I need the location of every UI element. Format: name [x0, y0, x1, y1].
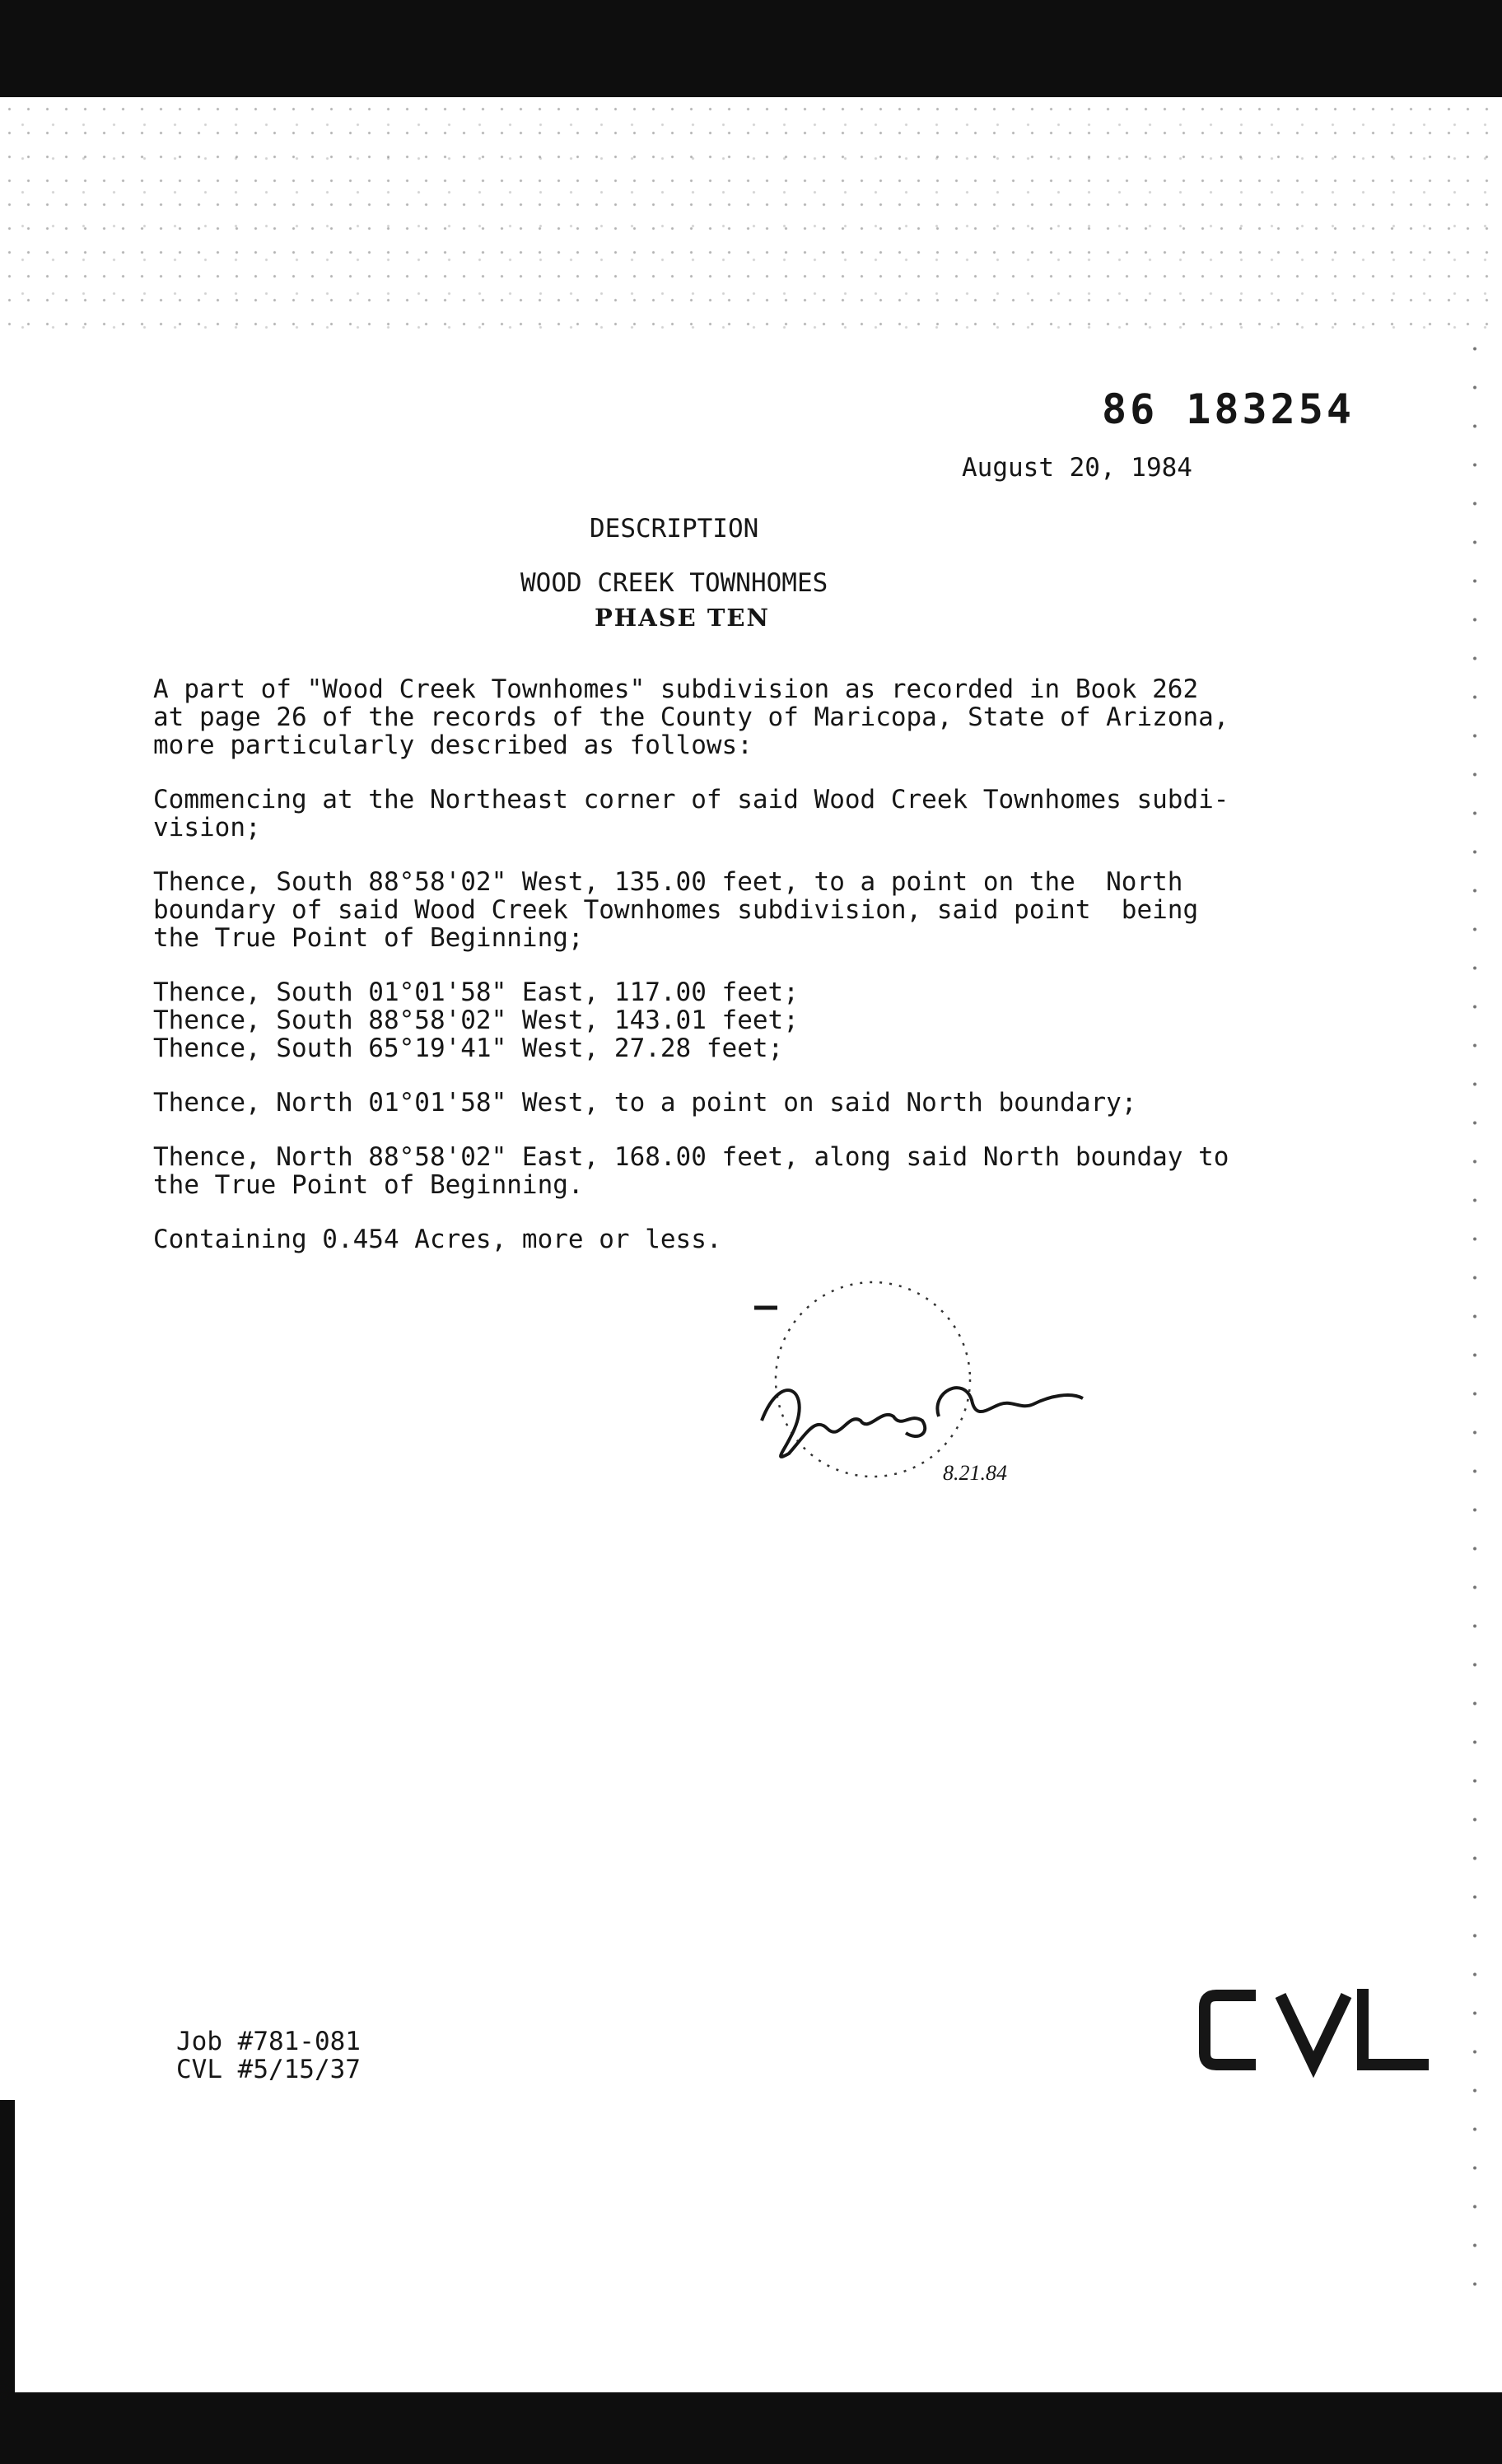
cvl-logo [1198, 1981, 1433, 2079]
document-date: August 20, 1984 [962, 453, 1192, 483]
commencing-paragraph: Commencing at the Northeast corner of said Wood Creek Townhomes subdi- vision; [153, 785, 1229, 842]
signature-seal [725, 1268, 1186, 1515]
signature-stroke-first [762, 1390, 925, 1457]
logo-letter-v [1280, 1995, 1346, 2065]
seal-circle [776, 1282, 970, 1477]
job-number: Job #781-081 [176, 2027, 361, 2056]
beginning-paragraph: Thence, South 88°58'02" West, 135.00 feet, to a point on the North boundary of said Wood Creek Townhomes subdivision, said point being the True Point of Beginning; [153, 867, 1199, 953]
subdivision-name: WOOD CREEK TOWNHOMES [520, 568, 828, 598]
scan-noise [0, 97, 1502, 344]
acreage-paragraph: Containing 0.454 Acres, more or less. [153, 1225, 722, 1254]
legal-description [153, 674, 1229, 1280]
scan-bottom-border [0, 2392, 1502, 2464]
logo-letter-l [1363, 1989, 1429, 2065]
courses-paragraph: Thence, South 01°01'58" East, 117.00 feet; Thence, South 88°58'02" West, 143.01 feet; Thence, South 65°19'41" West, 27.28 feet; [153, 978, 799, 1063]
signature-stroke-last [937, 1388, 1083, 1416]
north-course-paragraph: Thence, North 01°01'58" West, to a point on said North boundary; [153, 1088, 1137, 1118]
phase-title: PHASE TEN [595, 604, 771, 632]
cvl-reference: CVL #5/15/37 [176, 2055, 361, 2084]
signature-date: 8.21.84 [943, 1461, 1007, 1485]
scan-left-edge [0, 2100, 15, 2396]
closing-course-paragraph: Thence, North 88°58'02" East, 168.00 feet, along said North bounday to the True Point of Beginning. [153, 1142, 1229, 1200]
scan-top-border [0, 0, 1502, 97]
intro-paragraph: A part of "Wood Creek Townhomes" subdivision as recorded in Book 262 at page 26 of the records of the County of Maricopa, State of Arizona, more particularly described as follows: [153, 674, 1229, 760]
scan-edge-dots [1469, 329, 1481, 2306]
page-title: DESCRIPTION [590, 514, 759, 544]
document-number: 86 183254 [1102, 385, 1355, 433]
logo-letter-c [1205, 1995, 1256, 2065]
